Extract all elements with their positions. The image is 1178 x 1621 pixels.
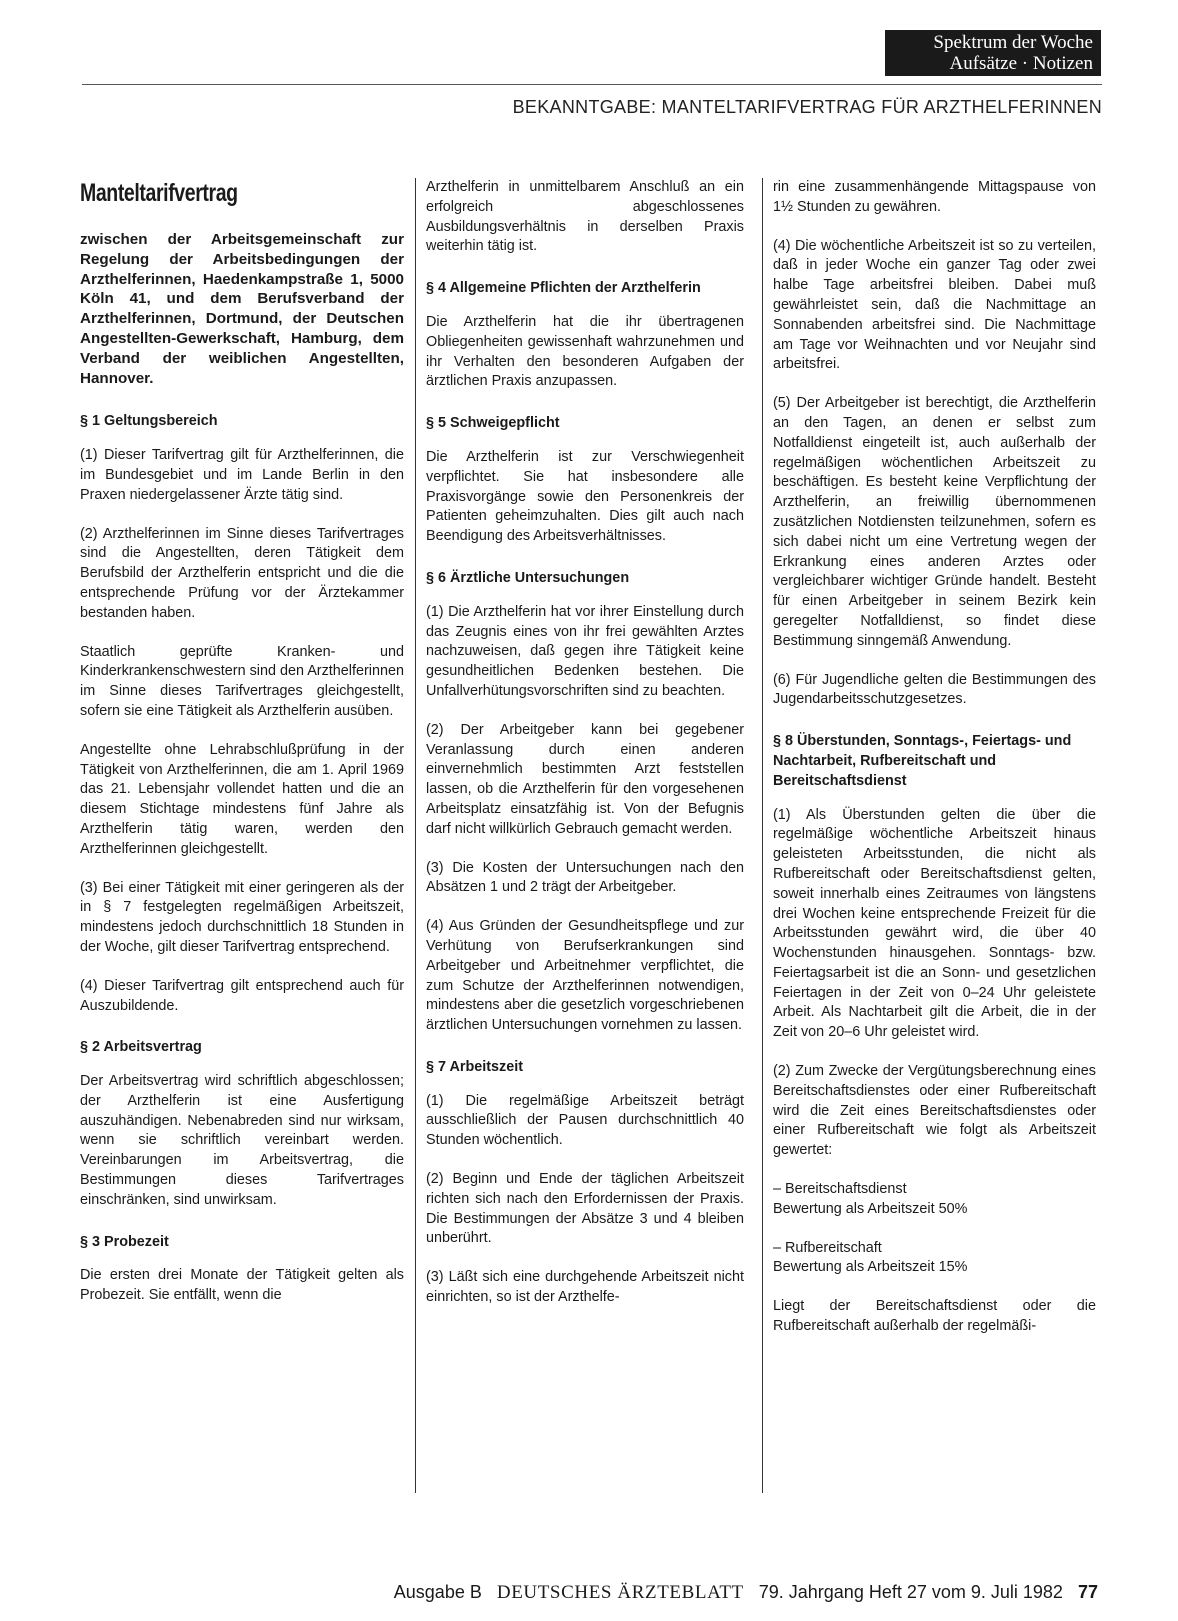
section-heading: § 2 Arbeitsvertrag [80, 1039, 202, 1056]
paragraph: (3) Bei einer Tätigkeit mit einer geringeren als der in § 7 festgelegten regelmäßigen Arbeitszeit, mindestens jedoch durchschnittlich 18 Stunden in der Woche, gilt dieser Tarifvertrag entsprechend. [80, 879, 404, 955]
paragraph: Staatlich geprüfte Kranken- und Kinderkrankenschwestern sind den Arzthelferinnen im Sinne dieses Tarifvertrages gleichgestellt, sofern sie eine Tätigkeit als Arzthelferin ausüben. [80, 643, 404, 719]
section-heading: § 7 Arbeitszeit [426, 1058, 524, 1075]
paragraph: (2) Arzthelferinnen im Sinne dieses Tarifvertrages sind die Angestellten, deren Tätigkeit dem Berufsbild der Arzthelferin entspricht und die die entsprechende Prüfung vor der Ärztekammer bestanden haben. [80, 525, 404, 621]
column-divider-1 [415, 178, 416, 1493]
section-badge [885, 30, 1101, 76]
section-heading: § 8 Überstunden, Sonntags-, Feiertags- und Nachtarbeit, Rufbereitschaft und Bereitschaftsdienst [773, 733, 1072, 789]
paragraph: (1) Als Überstunden gelten die über die regelmäßige wöchentliche Arbeitszeit hinaus geleisteten Arbeitsstunden, die nicht als Rufbereitschaft oder Bereitschaftsdienst gelten, soweit innerhalb eines Zeitraumes von längstens drei Wochen keine entsprechende Freizeit für die Arbeitsstunden gewährt wird, die über 40 Wochenstunden hinausgehen. Sonntags- bzw. Feiertagsarbeit ist die an Sonn- und gesetzlichen Feiertagen in der Zeit von 0–24 Uhr geleistete Arbeit. Als Nachtarbeit gilt die Arbeit, die in der Zeit von 20–6 Uhr geleistet wird. [773, 806, 1096, 1041]
section-heading: § 6 Ärztliche Untersuchungen [426, 569, 630, 586]
paragraph: (1) Dieser Tarifvertrag gilt für Arzthelferinnen, die im Bundesgebiet und im Lande Berlin in den Praxen niedergelassener Ärzte tätig sind. [80, 447, 404, 503]
paragraph: (4) Die wöchentliche Arbeitszeit ist so zu verteilen, daß in jeder Woche ein ganzer Tag oder zwei halbe Tage arbeitsfrei bleiben. Dabei muß gewährleistet sein, daß die Nachmittage an Sonnabenden arbeitsfrei sind. Die Nachmittage am Tage vor Weihnachten und vor Neujahr sind arbeitsfrei. [773, 237, 1096, 373]
paragraph: Die Arzthelferin ist zur Verschwiegenheit verpflichtet. Sie hat insbesondere alle Praxisvorgänge sowie den Personenkreis der Patienten geheimzuhalten. Dies gilt auch nach Beendigung des Arbeitsverhältnisses. [426, 448, 744, 545]
paragraph: (4) Dieser Tarifvertrag gilt entsprechend auch für Auszubildende. [80, 977, 404, 1014]
paragraph: (2) Der Arbeitgeber kann bei gegebener Veranlassung durch einen anderen einvernehmlich bestimmten Arzt feststellen lassen, ob die Arzthelferin für den vorgesehenen Arbeitsplatz einsatzfähig ist. Von der Befugnis darf nicht willkürlich Gebrauch gemacht werden. [426, 721, 744, 837]
paragraph: (1) Die Arzthelferin hat vor ihrer Einstellung durch das Zeugnis eines von ihr frei gewählten Arztes nachzuweisen, daß gegen ihre Tätigkeit keine gesundheitlichen Bedenken bestehen. Die Unfallverhütungsvorschriften sind zu beachten. [426, 603, 744, 699]
paragraph: (5) Der Arbeitgeber ist berechtigt, die Arzthelferin an den Tagen, an denen er selbst zum Notfalldienst eingeteilt ist, auch außerhalb der regelmäßigen wöchentlichen Arbeitszeit zu beschäftigen. Es besteht keine Verpflichtung der Arzthelferin, an freiwillig übernommenen zusätzlichen Notdiensten teilzunehmen, sofern es sich dabei nicht um eine Vertretung wegen der Erkrankung eines anderen Arztes oder vergleichbarer wichtiger Gründe handelt. Besteht für einen Arbeitgeber in seinem Bezirk kein geregelter Notfalldienst, so findet diese Bestimmung sinngemäß Anwendung. [773, 395, 1096, 649]
list-item: – Rufbereitschaft [773, 1239, 882, 1256]
badge-line-1: Spektrum der Woche [933, 32, 1093, 53]
footer-magazine: DEUTSCHES ÄRZTEBLATT [496, 1582, 744, 1603]
paragraph: Bewertung als Arbeitszeit 50% [773, 1200, 968, 1217]
footer-edition: Ausgabe B [393, 1582, 482, 1602]
page-headline: BEKANNTGABE: MANTELTARIFVERTRAG FÜR ARZTHELFERINNEN [512, 97, 1102, 117]
paragraph: Arzthelferin in unmittelbarem Anschluß an ein erfolgreich abgeschlossenes Ausbildungsverhältnis in derselben Praxis weiterhin tätig ist. [426, 179, 744, 255]
paragraph: Die ersten drei Monate der Tätigkeit gelten als Probezeit. Sie entfällt, wenn die [80, 1267, 404, 1304]
list-item: – Bereitschaftsdienst [773, 1181, 907, 1198]
paragraph: (4) Aus Gründen der Gesundheitspflege und zur Verhütung von Berufserkrankungen sind Arbeitgeber und Arbeitnehmer verpflichtet, die zum Schutze der Arzthelferinnen notwendigen, mindestens aber die gesetzlich vorgeschriebenen ärztlichen Untersuchungen vornehmen zu lassen. [426, 918, 744, 1034]
paragraph: Bewertung als Arbeitszeit 15% [773, 1259, 968, 1276]
footer-issue: 79. Jahrgang Heft 27 vom 9. Juli 1982 [758, 1582, 1063, 1602]
column-2 [426, 178, 744, 1327]
paragraph: (2) Zum Zwecke der Vergütungsberechnung eines Bereitschaftsdienstes oder einer Rufbereitschaft wird die Zeit eines Bereitschaftsdienstes oder einer Rufbereitschaft wie folgt als Arbeitszeit gewertet: [773, 1063, 1096, 1159]
paragraph: Die Arzthelferin hat die ihr übertragenen Obliegenheiten gewissenhaft wahrzunehmen und ihr Verhalten den besonderen Aufgaben der ärztlichen Praxis anzupassen. [426, 313, 744, 390]
article-title: Manteltarifvertrag [80, 179, 238, 207]
column-1 [80, 178, 404, 1325]
section-heading: § 4 Allgemeine Pflichten der Arzthelferin [426, 280, 701, 297]
paragraph: (1) Die regelmäßige Arbeitszeit beträgt ausschließlich der Pausen durchschnittlich 40 Stunden wöchentlich. [426, 1092, 744, 1149]
paragraph: rin eine zusammenhängende Mittagspause von 1½ Stunden zu gewähren. [773, 179, 1096, 215]
section-heading: § 1 Geltungsbereich [80, 413, 218, 430]
paragraph: Der Arbeitsvertrag wird schriftlich abgeschlossen; der Arzthelferin ist eine Ausfertigung auszuhändigen. Nebenabreden sind nur wirksam, wenn sie schriftlich vereinbart werden. Vereinbarungen im Arbeitsvertrag, die Bestimmungen dieses Tarifvertrages einschränken, sind unwirksam. [80, 1073, 404, 1208]
column-divider-2 [762, 178, 763, 1493]
page-number: 77 [1077, 1582, 1098, 1602]
page-footer [394, 1582, 1098, 1604]
column-3 [773, 178, 1096, 1356]
paragraph: (3) Die Kosten der Untersuchungen nach den Absätzen 1 und 2 trägt der Arbeitgeber. [426, 859, 744, 896]
badge-line-2: Aufsätze · Notizen [949, 53, 1093, 74]
paragraph: Liegt der Bereitschaftsdienst oder die Rufbereitschaft außerhalb der regelmäßi- [773, 1298, 1096, 1335]
section-heading: § 3 Probezeit [80, 1233, 169, 1250]
section-heading: § 5 Schweigepflicht [426, 415, 560, 432]
paragraph: (3) Läßt sich eine durchgehende Arbeitszeit nicht einrichten, so ist der Arzthelfe- [426, 1269, 744, 1306]
paragraph: (2) Beginn und Ende der täglichen Arbeitszeit richten sich nach den Erfordernissen der Praxis. Die Bestimmungen der Absätze 3 und 4 bleiben unberührt. [426, 1171, 744, 1247]
article-intro: zwischen der Arbeitsgemeinschaft zur Regelung der Arbeitsbedingungen der Arzthelferinnen, Haedenkampstraße 1, 5000 Köln 41, und dem Berufsverband der Arzthelferinnen, Dortmund, der Deutschen Angestellten-Gewerkschaft, Hamburg, dem Verband der weiblichen Angestellten, Hannover. [80, 231, 404, 387]
paragraph: (6) Für Jugendliche gelten die Bestimmungen des Jugendarbeitsschutzgesetzes. [773, 671, 1096, 708]
paragraph: Angestellte ohne Lehrabschlußprüfung in der Tätigkeit von Arzthelferinnen, die am 1. April 1969 das 21. Lebensjahr vollendet hatten und die an diesem Stichtage mindestens fünf Jahre als Arzthelferin tätig waren, werden den Arzthelferinnen gleichgestellt. [80, 741, 404, 857]
header-rule [82, 84, 1102, 85]
